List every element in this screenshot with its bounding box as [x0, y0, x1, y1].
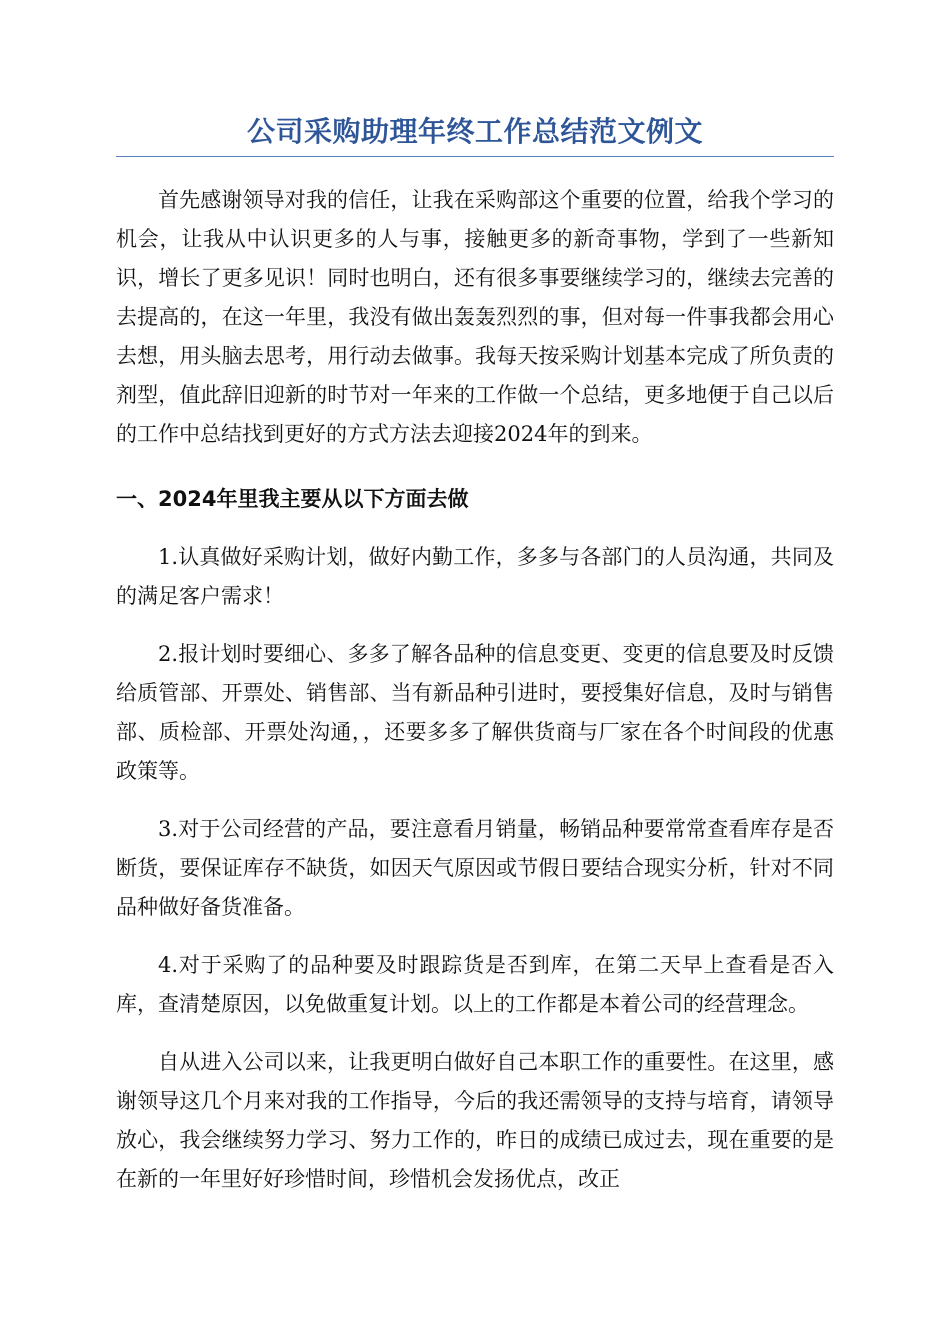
- closing-paragraph: 自从进入公司以来，让我更明白做好自己本职工作的重要性。在这里，感谢领导这几个月来对我的工作指导，今后的我还需领导的支持与培育，请领导放心，我会继续努力学习、努力工作的，昨日的成绩已成过去，现在重要的是在新的一年里好好珍惜时间，珍惜机会发扬优点，改正: [116, 1050, 834, 1191]
- list-item: 4.对于采购了的品种要及时跟踪货是否到库，在第二天早上查看是否入库，查清楚原因，以免做重复计划。以上的工作都是本着公司的经营理念。: [116, 953, 834, 1016]
- list-item: 3.对于公司经营的产品，要注意看月销量，畅销品种要常常查看库存是否断货，要保证库存不缺货，如因天气原因或节假日要结合现实分析，针对不同品种做好备货准备。: [116, 817, 834, 919]
- document-title: 公司采购助理年终工作总结范文例文: [116, 110, 834, 157]
- list-item: 1.认真做好采购计划，做好内勤工作，多多与各部门的人员沟通，共同及的满足客户需求！: [116, 545, 834, 608]
- list-item: 2.报计划时要细心、多多了解各品种的信息变更、变更的信息要及时反馈给质管部、开票处、销售部、当有新品种引进时，要授集好信息，及时与销售部、质检部、开票处沟通，，还要多多了解供货商与厂家在各个时间段的优惠政策等。: [116, 642, 834, 783]
- section-heading: 一、2024年里我主要从以下方面去做: [116, 487, 469, 511]
- document-page: [116, 110, 834, 1199]
- intro-paragraph: 首先感谢领导对我的信任，让我在采购部这个重要的位置，给我个学习的机会，让我从中认识更多的人与事，接触更多的新奇事物，学到了一些新知识，增长了更多见识！同时也明白，还有很多事要继续学习的，继续去完善的去提高的，在这一年里，我没有做出轰轰烈烈的事，但对每一件事我都会用心去想，用头脑去思考，用行动去做事。我每天按采购计划基本完成了所负责的剂型，值此辞旧迎新的时节对一年来的工作做一个总结，更多地便于自己以后的工作中总结找到更好的方式方法去迎接2024年的到来。: [116, 188, 834, 446]
